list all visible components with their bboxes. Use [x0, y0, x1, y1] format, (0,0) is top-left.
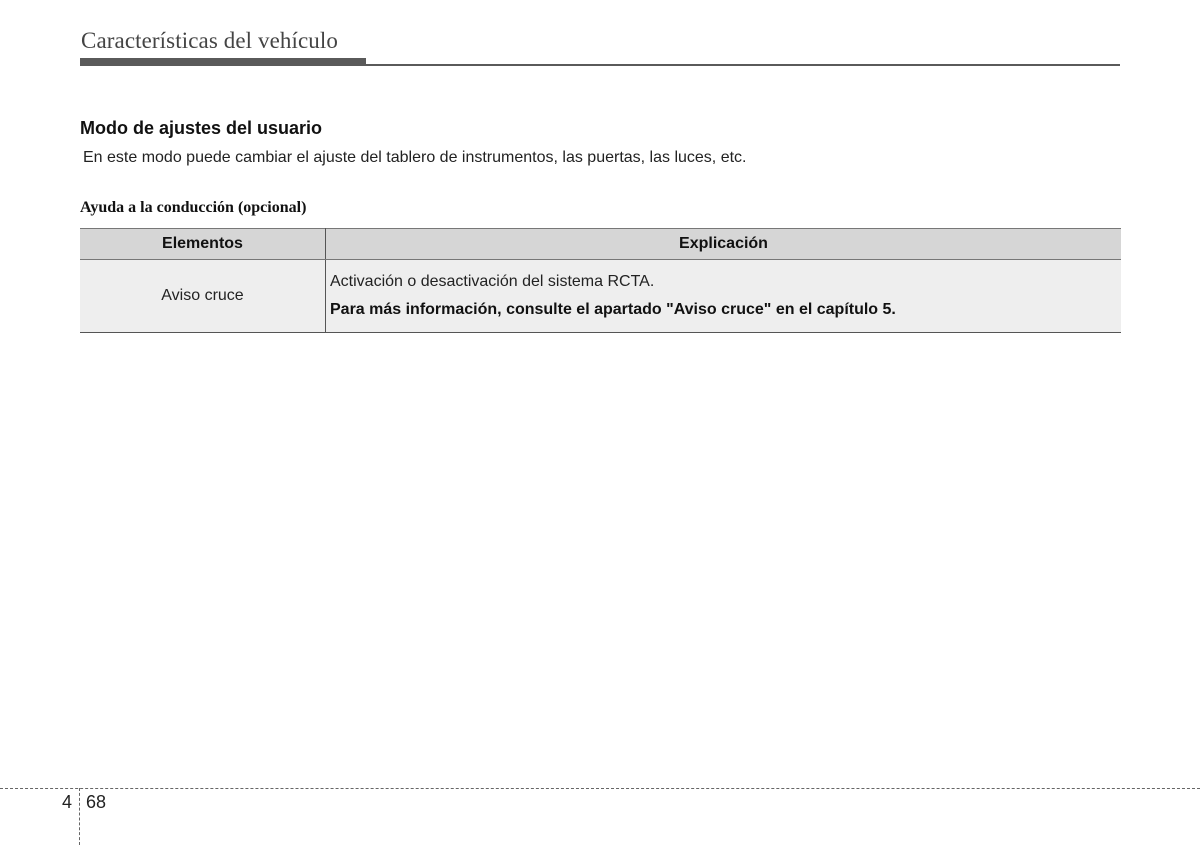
footer-dashed-rule [0, 788, 1200, 789]
chapter-number: 4 [62, 792, 73, 812]
explanation-note: Para más información, consulte el apartado "Aviso cruce" en el capítulo 5. [330, 301, 896, 318]
page-number: 68 [86, 792, 107, 812]
column-header-elementos: Elementos [80, 229, 326, 260]
table-row [80, 260, 1121, 333]
explanation-text: Activación o desactivación del sistema RCTA. [330, 273, 655, 290]
table-header-row [80, 229, 1121, 260]
page-header-title: Características del vehículo [81, 28, 338, 53]
header-rule [80, 64, 1120, 66]
explanation-cell [326, 260, 1122, 333]
subsection-heading: Ayuda a la conducción (opcional) [80, 199, 307, 216]
section-intro: En este modo puede cambiar el ajuste del tablero de instrumentos, las puertas, las luces, etc. [83, 149, 747, 166]
column-header-explicacion: Explicación [326, 229, 1122, 260]
section-heading: Modo de ajustes del usuario [80, 118, 323, 138]
settings-table [80, 228, 1121, 333]
element-cell: Aviso cruce [80, 260, 326, 333]
footer-dashed-divider [79, 788, 80, 845]
